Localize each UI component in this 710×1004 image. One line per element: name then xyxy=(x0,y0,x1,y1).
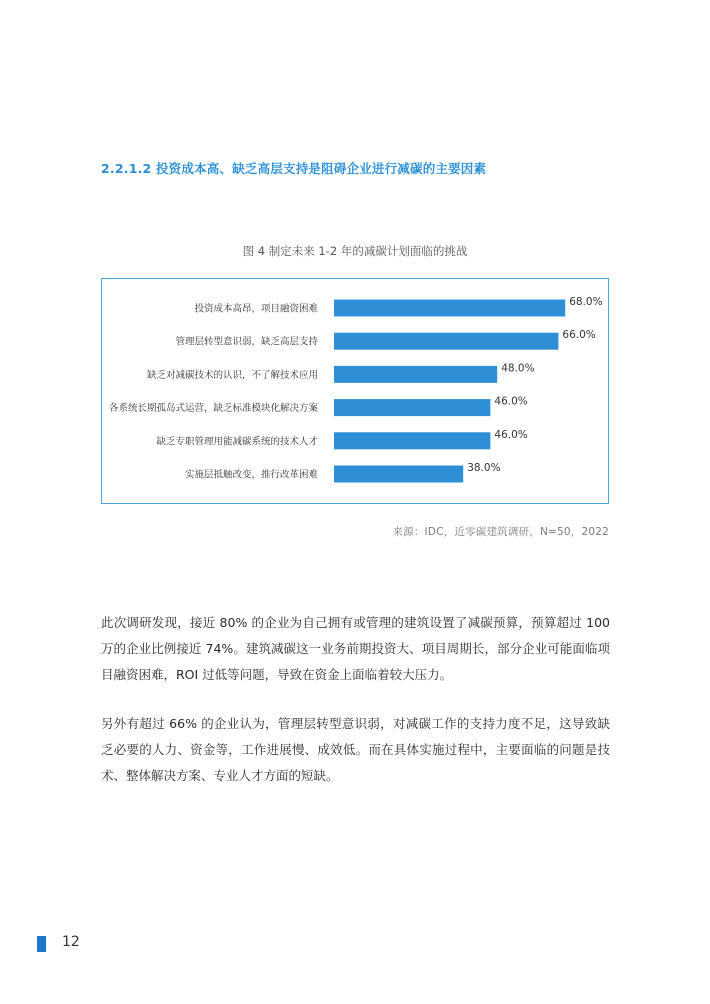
category-label-4: 各系统长期孤岛式运营，缺乏标准模块化解决方案 xyxy=(108,403,318,415)
bar-6 xyxy=(334,466,463,483)
body-paragraph-2: 另外有超过 66% 的企业认为，管理层转型意识弱，对减碳工作的支持力度不足，这导致缺乏必要的人力、资金等，工作进展慢、成效低。而在具体实施过程中，主要面临的问题是技术、整体解决方案、专业人才方面的短缺。 xyxy=(101,716,610,783)
value-label-6: 38.0% xyxy=(467,462,501,474)
category-label-1: 投资成本高昂，项目融资困难 xyxy=(194,303,318,315)
value-label-3: 48.0% xyxy=(501,362,535,375)
category-label-2: 管理层转型意识弱，缺乏高层支持 xyxy=(175,336,318,348)
section-heading: 2.2.1.2 投资成本高、缺乏高层支持是阻碍企业进行减碳的主要因素 xyxy=(101,161,487,176)
bar-2 xyxy=(334,333,558,350)
value-label-1: 68.0% xyxy=(569,296,603,308)
category-label-5: 缺乏专职管理用能减碳系统的技术人才 xyxy=(156,436,318,448)
category-label-6: 实施层抵触改变，推行改革困难 xyxy=(184,469,318,481)
source-note: 来源：IDC，近零碳建筑调研，N=50，2022 xyxy=(392,526,609,538)
bar-1 xyxy=(334,300,565,317)
page-number: 12 xyxy=(62,934,80,950)
bar-chart xyxy=(102,279,608,503)
figure-caption: 图 4 制定未来 1-2 年的减碳计划面临的挑战 xyxy=(242,244,468,258)
body-paragraph-1: 此次调研发现，接近 80% 的企业为自己拥有或管理的建筑设置了减碳预算，预算超过 100 万的企业比例接近 74%。建筑减碳这一业务前期投资大、项目周期长，部分企业可能面临项目融资困难，ROI 过低等问题，导致在资金上面临着较大压力。 xyxy=(101,615,610,682)
chart-frame xyxy=(101,278,609,504)
value-label-4: 46.0% xyxy=(494,395,528,408)
value-label-5: 46.0% xyxy=(494,428,528,441)
category-label-3: 缺乏对减碳技术的认识，不了解技术应用 xyxy=(146,369,318,381)
bar-5 xyxy=(334,432,490,449)
bar-3 xyxy=(334,366,497,383)
bar-4 xyxy=(334,399,490,416)
page-marker xyxy=(37,936,46,952)
value-label-2: 66.0% xyxy=(562,329,596,342)
